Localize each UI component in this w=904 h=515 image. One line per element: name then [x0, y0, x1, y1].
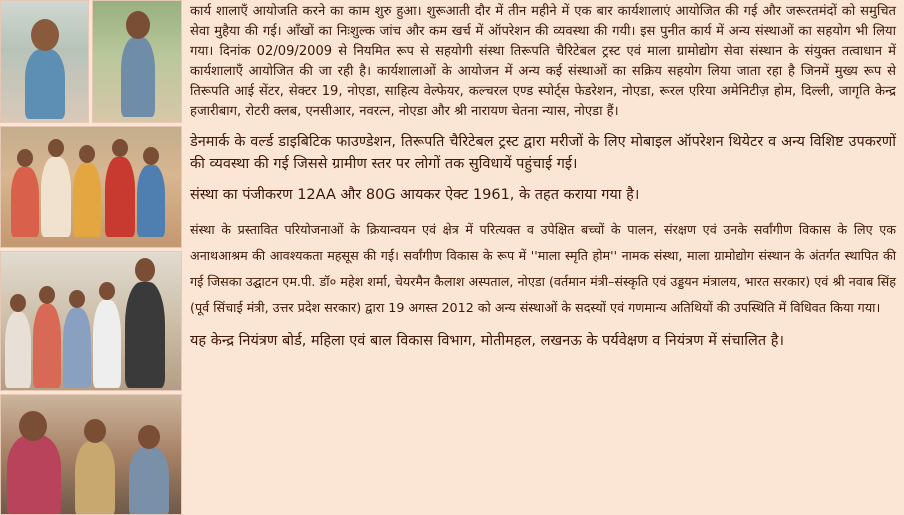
paragraph-orphanage: संस्था के प्रस्तावित परियोजनाओं के क्रियान्वयन एवं क्षेत्र में परित्यक्त व उपेक्षित बच्चों के पालन, संरक्षण एवं उनके सर्वांगीण विकास के लिए एक अनाथआश्रम की आवश्यकता महसूस की गई। सर्वांगीण विकास के रूप में ''माला स्मृति होम'' नामक संस्था, माला ग्रामोद्योग संस्थान के अंतर्गत स्थापित की गई जिसका उद्घाटन एम.पी. डॉ० महेश शर्मा, चेयरमैन कैलाश अस्पताल, नोएडा (वर्तमान मंत्री–संस्कृति एवं उड्डयन मंत्रालय, भारत सरकार) एवं श्री नवाब सिंह (पूर्व सिंचाई मंत्री, उत्तर प्रदेश सरकार) द्वारा 19 अगस्त 2012 को अन्य संस्थाओं के सदस्यों एवं गणमान्य अतिथियों की उपस्थिति में विधिवत किया गया।	[190, 221, 896, 315]
content-text	[190, 2, 896, 362]
photo-children-reading	[0, 394, 182, 515]
paragraph-mobile-theatre: डेनमार्क के वर्ल्ड डाइबिटिक फाउण्डेशन, तिरूपति चैरिटेबल ट्रस्ट द्वारा मरीजों के लिए मोबाइल ऑपरेशन थियेटर व अन्य विशिष्ट उपकरणों की व्यवस्था की गई जिससे ग्रामीण स्तर पर लोगों तक सुविधायें पहुंचाई गई।	[190, 134, 896, 172]
photo-child-standing-2	[92, 0, 182, 123]
photo-row-top	[0, 0, 182, 123]
paragraph-registration: संस्था का पंजीकरण 12AA और 80G आयकर ऐक्ट 1961, के तहत कराया गया है।	[190, 187, 640, 203]
paragraph-control-board: यह केन्द्र नियंत्रण बोर्ड, महिला एवं बाल विकास विभाग, मोतीमहल, लखनऊ के पर्यवेक्षण व नियंत्रण में संचालित है।	[190, 332, 784, 349]
photo-children-seated-group	[0, 251, 182, 391]
photo-group-children-indoor	[0, 126, 182, 248]
photo-child-standing-1	[0, 0, 89, 123]
photo-column	[0, 0, 182, 515]
paragraph-workshops: कार्य शालाएँ आयोजति करने का काम शुरु हुआ। शुरूआती दौर में तीन महीने में एक बार कार्यशालाएं आयोजित की गई और जरूरतमंदों को समुचित सेवा मुहैया की गई। आँखों का निःशुल्क जांच और कम खर्च में ऑपरेशन की व्यवस्था की गयी। इस पुनीत कार्य में अन्य संस्थाओं का सहयोग भी लिया गया। दिनांक 02/09/2009 से नियमित रूप से सहयोगी संस्था तिरूपति चैरिटेबल ट्रस्ट एवं माला ग्रामोद्योग सेवा संस्थान के संयुक्त तत्वाधान में कार्यशालाएँ आयोजित की जा रही है। कार्यशालाओं के आयोजन में अन्य कई संस्थाओं का सक्रिय सहयोग लिया जाता रहा है जिनमें मुख्य रूप से तिरूपति आई सेंटर, सेक्टर 19, नोएडा, साहित्य वेल्फेयर, कल्चरल एण्ड स्पोर्ट्स फेडरेशन, नोएडा, रूरल एरिया अमेनिटीज़ होम, दिल्ली, जागृति केन्द्र हजारीबाग, रोटरी क्लब, एनसीआर, नवरत्न, नोएडा और श्री नारायण चेतना न्यास, नोएडा हैं।	[190, 4, 896, 119]
